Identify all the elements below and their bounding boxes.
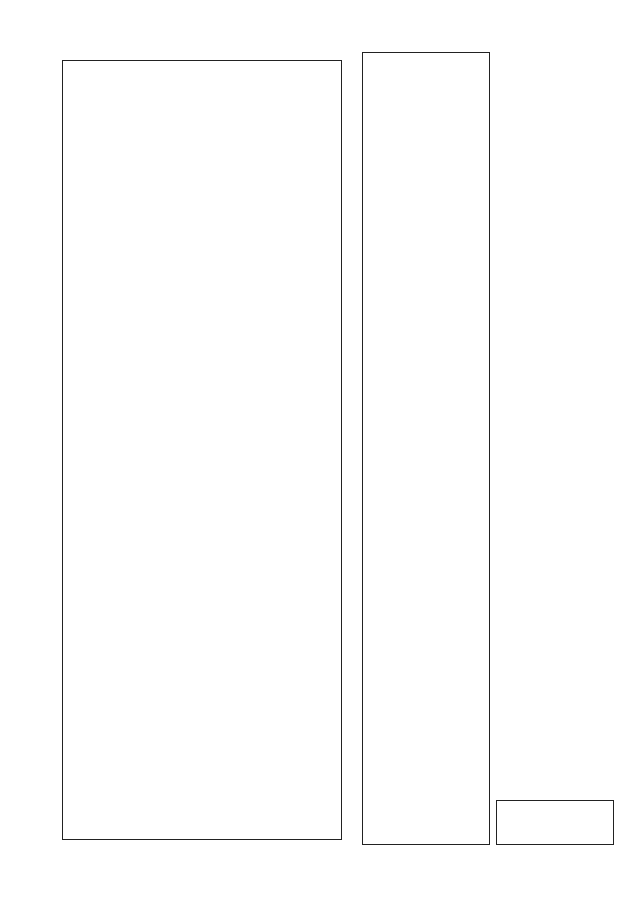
codes-box <box>496 800 614 845</box>
table2 <box>62 60 342 840</box>
table1 <box>362 52 490 845</box>
